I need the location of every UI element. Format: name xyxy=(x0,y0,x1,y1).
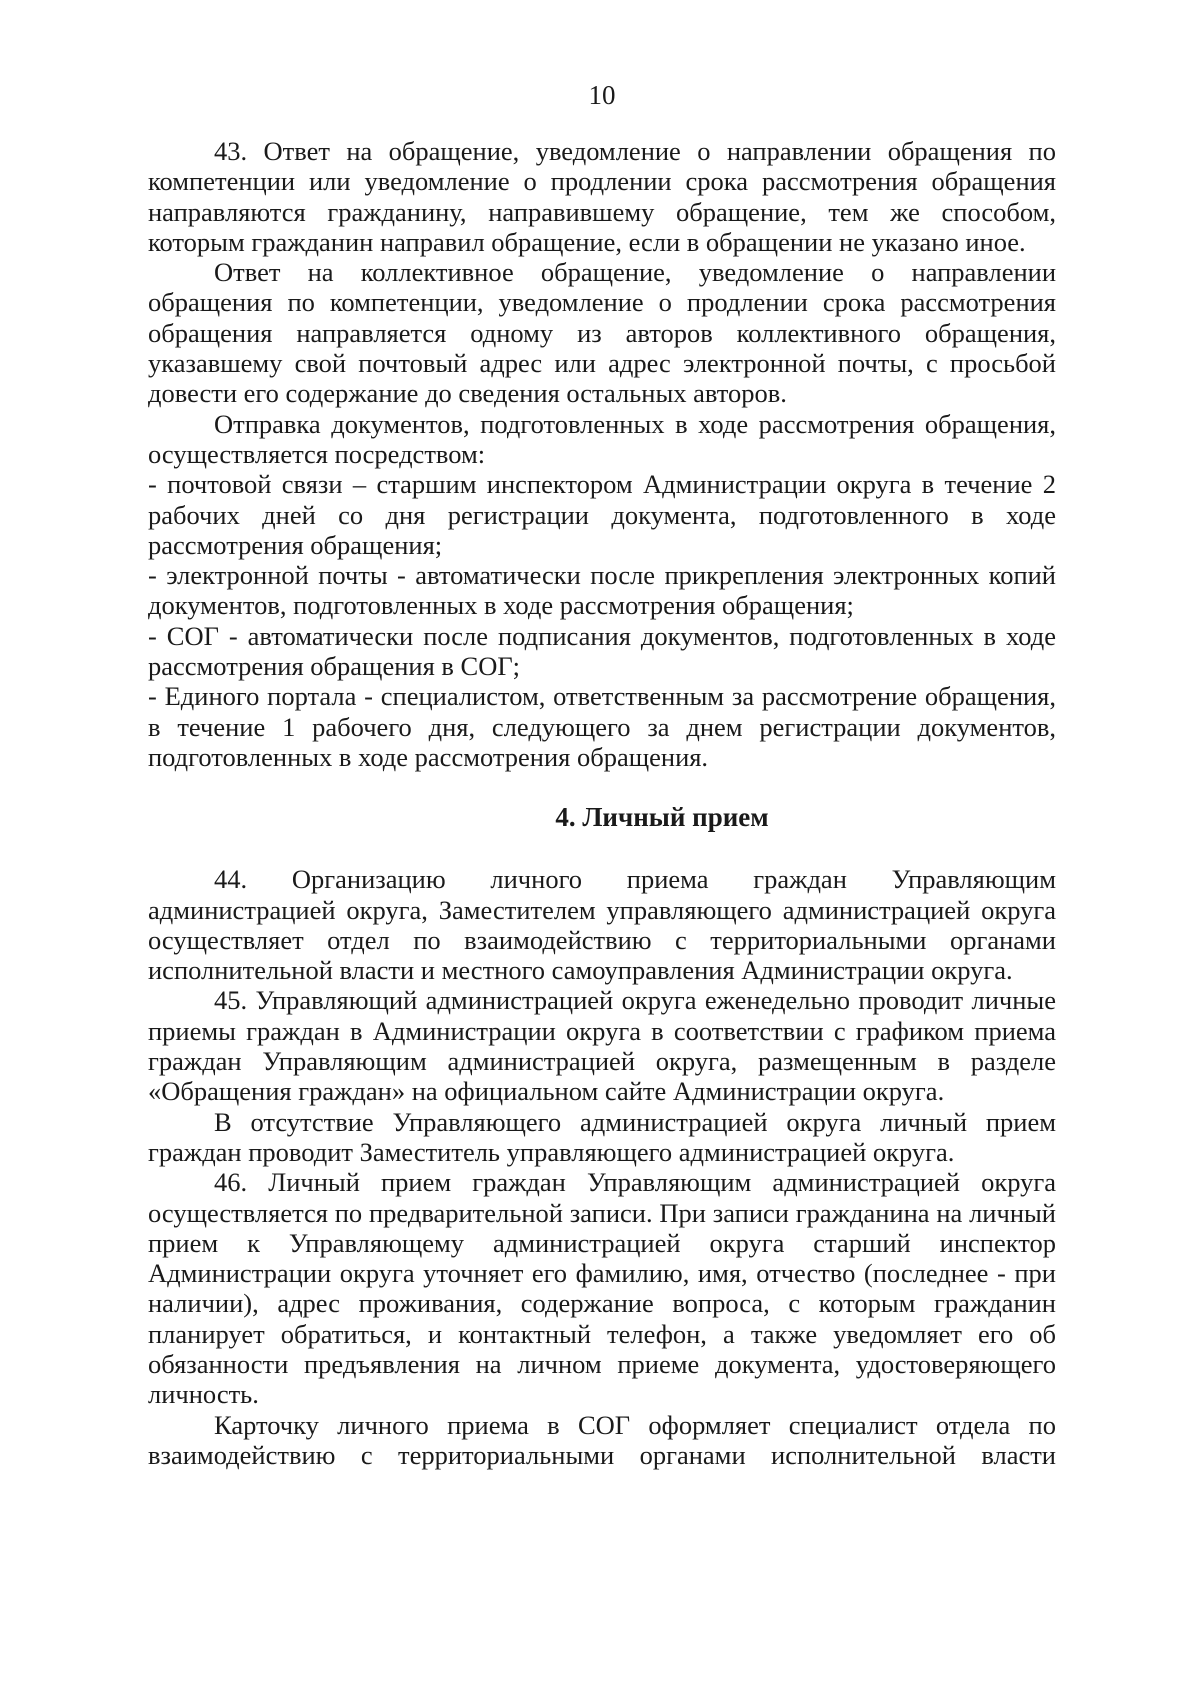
document-body xyxy=(148,136,1056,1470)
paragraph-absence: В отсутствие Управляющего администрацией округа личный прием граждан проводит Заместитель управляющего администрацией округа. xyxy=(148,1106,1056,1167)
list-item-portal: - Единого портала - специалистом, ответственным за рассмотрение обращения, в течение 1 рабочего дня, следующего за днем регистрации документов, подготовленных в ходе рассмотрения обращения. xyxy=(148,681,1056,772)
paragraph-45: 45. Управляющий администрацией округа еженедельно проводит личные приемы граждан в Администрации округа в соответствии с графиком приема граждан Управляющим администрацией округа, размещенным в разделе «Обращения граждан» на официальном сайте Администрации округа. xyxy=(148,985,1056,1107)
list-item-postal: - почтовой связи – старшим инспектором Администрации округа в течение 2 рабочих дней со дня регистрации документа, подготовленного в ходе рассмотрения обращения; xyxy=(148,469,1056,560)
document-page xyxy=(148,0,1056,1690)
page-number: 10 xyxy=(588,80,616,110)
list-item-sog: - СОГ - автоматически после подписания документов, подготовленных в ходе рассмотрения обращения в СОГ; xyxy=(148,620,1056,682)
paragraph-sending-documents: Отправка документов, подготовленных в ходе рассмотрения обращения, осуществляется посредством: xyxy=(148,408,1056,469)
paragraph-46: 46. Личный прием граждан Управляющим администрацией округа осуществляется по предварительной записи. При записи гражданина на личный прием к Управляющему администрацией округа старший инспектор Администрации округа уточняет его фамилию, имя, отчество (последнее - при наличии), адрес проживания, содержание вопроса, с которым гражданин планирует обратиться, и контактный телефон, а также уведомляет его об обязанности предъявления на личном приеме документа, удостоверяющего личность. xyxy=(148,1167,1056,1410)
paragraph-card: Карточку личного приема в СОГ оформляет специалист отдела по взаимодействию с территориальными органами исполнительной власти xyxy=(148,1409,1056,1470)
paragraph-43: 43. Ответ на обращение, уведомление о направлении обращения по компетенции или уведомление о продлении срока рассмотрения обращения направляются гражданину, направившему обращение, тем же способом, которым гражданин направил обращение, если в обращении не указано иное. xyxy=(148,136,1056,257)
paragraph-collective-answer: Ответ на коллективное обращение, уведомление о направлении обращения по компетенции, уведомление о продлении срока рассмотрения обращения направляется одному из авторов коллективного обращения, указавшему свой почтовый адрес или адрес электронной почты, с просьбой довести его содержание до сведения остальных авторов. xyxy=(148,257,1056,409)
list-item-email: - электронной почты - автоматически после прикрепления электронных копий документов, подготовленных в ходе рассмотрения обращения; xyxy=(148,560,1056,621)
section-heading: 4. Личный прием xyxy=(555,802,769,833)
paragraph-44: 44. Организацию личного приема граждан Управляющим администрацией округа, Заместителем управляющего администрацией округа осуществляет отдел по взаимодействию с территориальными органами исполнительной власти и местного самоуправления Администрации округа. xyxy=(148,864,1056,986)
